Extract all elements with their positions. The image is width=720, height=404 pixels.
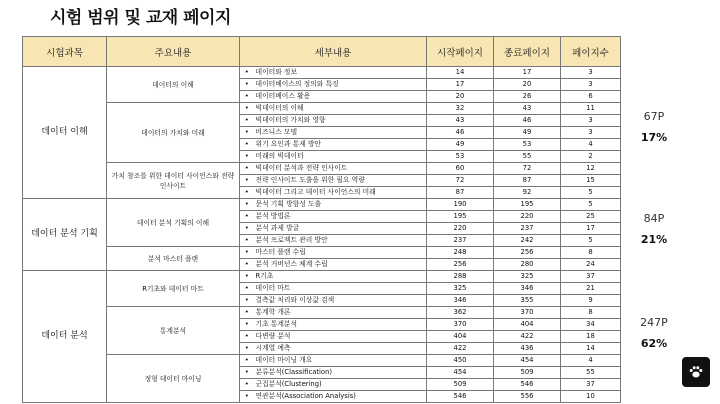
table-header-row [23,37,621,67]
page-count-cell: 12 [561,163,621,175]
detail-cell: 분석 방법론 [254,211,427,223]
detail-cell: 분석 프로젝트 관리 방안 [254,235,427,247]
page-count-cell: 3 [561,67,621,79]
topic-cell: 정형 데이터 마이닝 [107,355,240,403]
end-page-cell: 422 [494,331,561,343]
end-page-cell: 92 [494,187,561,199]
detail-cell: 데이터베이스 활용 [254,91,427,103]
page-count-cell: 5 [561,235,621,247]
bullet-icon: • [240,307,254,319]
bullet-icon: • [240,127,254,139]
page-count-cell: 34 [561,319,621,331]
summary-percent: 17% [640,131,668,144]
page-count-cell: 18 [561,331,621,343]
page-count-cell: 9 [561,295,621,307]
start-page-cell: 53 [427,151,494,163]
end-page-cell: 355 [494,295,561,307]
end-page-cell: 454 [494,355,561,367]
table-row [23,307,621,319]
page-count-cell: 55 [561,367,621,379]
bullet-icon: • [240,319,254,331]
end-page-cell: 43 [494,103,561,115]
end-page-cell: 220 [494,211,561,223]
table-row [23,67,621,79]
detail-cell: 시계열 예측 [254,343,427,355]
bullet-icon: • [240,211,254,223]
page-count-cell: 8 [561,307,621,319]
end-page-cell: 49 [494,127,561,139]
detail-cell: 분석 거버넌스 체계 수립 [254,259,427,271]
detail-cell: 빅데이터의 가치와 영향 [254,115,427,127]
end-page-cell: 325 [494,271,561,283]
table-body [23,67,621,403]
start-page-cell: 248 [427,247,494,259]
bullet-icon: • [240,271,254,283]
subject-cell: 데이터 분석 [23,271,107,403]
summary-pages: 67P [643,110,665,123]
start-page-cell: 190 [427,199,494,211]
detail-cell: 군집분석(Clustering) [254,379,427,391]
table-row [23,163,621,175]
topic-cell: R기초와 데이터 마트 [107,271,240,307]
page-count-cell: 3 [561,115,621,127]
table-row [23,199,621,211]
page-count-cell: 4 [561,355,621,367]
page-count-cell: 3 [561,127,621,139]
end-page-cell: 404 [494,319,561,331]
detail-cell: 마스터 플랜 수립 [254,247,427,259]
start-page-cell: 32 [427,103,494,115]
page-title: 시험 범위 및 교재 페이지 [50,8,231,28]
end-page-cell: 256 [494,247,561,259]
detail-cell: 문석 기획 방향성 도출 [254,199,427,211]
page-count-cell: 11 [561,103,621,115]
header-subject: 시험과목 [23,37,107,67]
start-page-cell: 87 [427,187,494,199]
page-count-cell: 2 [561,151,621,163]
header-topic: 주요내용 [107,37,240,67]
end-page-cell: 242 [494,235,561,247]
detail-cell: 통계학 개론 [254,307,427,319]
start-page-cell: 46 [427,127,494,139]
page-count-cell: 5 [561,187,621,199]
page-count-cell: 10 [561,391,621,403]
bullet-icon: • [240,91,254,103]
syllabus-table [22,36,621,403]
detail-cell: 기초 통계분석 [254,319,427,331]
detail-cell: 분류분석(Classification) [254,367,427,379]
end-page-cell: 53 [494,139,561,151]
bullet-icon: • [240,355,254,367]
end-page-cell: 72 [494,163,561,175]
summary-data-analysis [628,316,680,350]
end-page-cell: 280 [494,259,561,271]
header-start-page: 시작페이지 [427,37,494,67]
end-page-cell: 346 [494,283,561,295]
end-page-cell: 436 [494,343,561,355]
start-page-cell: 14 [427,67,494,79]
detail-cell: 빅데이터 분석과 전략 인사이트 [254,163,427,175]
start-page-cell: 17 [427,79,494,91]
start-page-cell: 49 [427,139,494,151]
detail-cell: 결측값 처리와 이상값 검색 [254,295,427,307]
end-page-cell: 370 [494,307,561,319]
page-count-cell: 6 [561,91,621,103]
bullet-icon: • [240,151,254,163]
start-page-cell: 60 [427,163,494,175]
bullet-icon: • [240,67,254,79]
end-page-cell: 26 [494,91,561,103]
start-page-cell: 509 [427,379,494,391]
start-page-cell: 370 [427,319,494,331]
page-count-cell: 4 [561,139,621,151]
topic-cell: 분석 마스터 플랜 [107,247,240,271]
table-row [23,355,621,367]
end-page-cell: 195 [494,199,561,211]
topic-cell: 가치 창조를 위한 데이터 사이언스와 전략 인사이트 [107,163,240,199]
bullet-icon: • [240,235,254,247]
bullet-icon: • [240,283,254,295]
detail-cell: 다변량 분석 [254,331,427,343]
detail-cell: 분석 과제 발굴 [254,223,427,235]
bullet-icon: • [240,331,254,343]
subject-cell: 데이터 분석 기획 [23,199,107,271]
start-page-cell: 450 [427,355,494,367]
summary-pages: 84P [643,212,665,225]
end-page-cell: 237 [494,223,561,235]
bullet-icon: • [240,379,254,391]
page-count-cell: 25 [561,211,621,223]
summary-data-understanding [628,110,680,144]
detail-cell: 데이터 마트 [254,283,427,295]
start-page-cell: 195 [427,211,494,223]
start-page-cell: 362 [427,307,494,319]
end-page-cell: 55 [494,151,561,163]
detail-cell: 위기 요인과 통제 방안 [254,139,427,151]
start-page-cell: 346 [427,295,494,307]
table-row [23,103,621,115]
topic-cell: 데이터의 가치와 미래 [107,103,240,163]
bullet-icon: • [240,199,254,211]
detail-cell: R기초 [254,271,427,283]
page-count-cell: 8 [561,247,621,259]
bullet-icon: • [240,79,254,91]
header-page-count: 페이지수 [561,37,621,67]
end-page-cell: 20 [494,79,561,91]
page-count-cell: 37 [561,271,621,283]
start-page-cell: 288 [427,271,494,283]
detail-cell: 전략 인사이트 도출을 위한 필요 역량 [254,175,427,187]
bullet-icon: • [240,343,254,355]
header-detail: 세부내용 [240,37,427,67]
end-page-cell: 546 [494,379,561,391]
summary-analysis-planning [628,212,680,246]
start-page-cell: 325 [427,283,494,295]
detail-cell: 데이터와 정보 [254,67,427,79]
table-row [23,271,621,283]
end-page-cell: 87 [494,175,561,187]
start-page-cell: 422 [427,343,494,355]
start-page-cell: 404 [427,331,494,343]
start-page-cell: 256 [427,259,494,271]
end-page-cell: 17 [494,67,561,79]
topic-cell: 데이터 분석 기획의 이해 [107,199,240,247]
summary-pages: 247P [640,316,668,329]
bullet-icon: • [240,223,254,235]
detail-cell: 비즈니스 모델 [254,127,427,139]
start-page-cell: 72 [427,175,494,187]
page-count-cell: 5 [561,199,621,211]
summary-percent: 62% [640,337,668,350]
bullet-icon: • [240,367,254,379]
page-count-cell: 3 [561,79,621,91]
bullet-icon: • [240,163,254,175]
page-count-cell: 24 [561,259,621,271]
bullet-icon: • [240,103,254,115]
paw-logo-icon [682,357,710,387]
bullet-icon: • [240,187,254,199]
bullet-icon: • [240,391,254,403]
detail-cell: 데이터 마이닝 개요 [254,355,427,367]
start-page-cell: 20 [427,91,494,103]
bullet-icon: • [240,115,254,127]
start-page-cell: 237 [427,235,494,247]
summary-percent: 21% [640,233,668,246]
bullet-icon: • [240,139,254,151]
page-count-cell: 21 [561,283,621,295]
header-end-page: 종료페이지 [494,37,561,67]
start-page-cell: 454 [427,367,494,379]
table-row [23,247,621,259]
page-count-cell: 17 [561,223,621,235]
bullet-icon: • [240,175,254,187]
page-count-cell: 37 [561,379,621,391]
start-page-cell: 546 [427,391,494,403]
topic-cell: 통계분석 [107,307,240,355]
detail-cell: 빅데이터의 이해 [254,103,427,115]
page-count-cell: 14 [561,343,621,355]
detail-cell: 데이터베이스의 정의와 특징 [254,79,427,91]
start-page-cell: 220 [427,223,494,235]
bullet-icon: • [240,247,254,259]
start-page-cell: 43 [427,115,494,127]
subject-cell: 데이터 이해 [23,67,107,199]
detail-cell: 연관분석(Association Analysis) [254,391,427,403]
detail-cell: 미래의 빅데이터 [254,151,427,163]
page-count-cell: 15 [561,175,621,187]
end-page-cell: 509 [494,367,561,379]
bullet-icon: • [240,295,254,307]
detail-cell: 빅데이터 그리고 데이터 사이언스의 미래 [254,187,427,199]
end-page-cell: 46 [494,115,561,127]
topic-cell: 데이터의 이해 [107,67,240,103]
bullet-icon: • [240,259,254,271]
end-page-cell: 556 [494,391,561,403]
